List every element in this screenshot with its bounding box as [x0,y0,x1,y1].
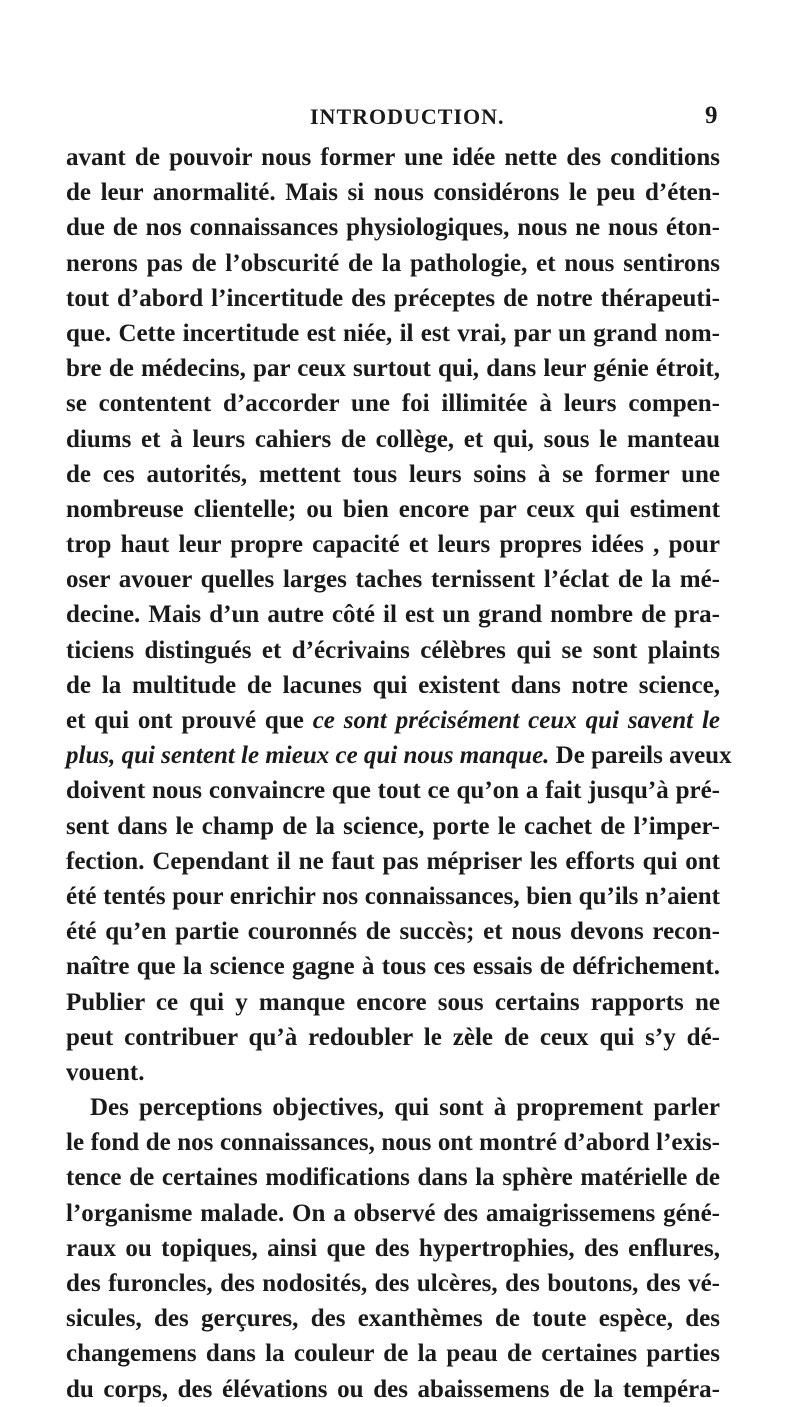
text-line: decine. Mais d’un autre côté il est un grand nombre de pra- [66,601,720,629]
page-number: 9 [705,102,718,129]
text-line: le fond de nos connaissances, nous ont montré d’abord l’exis- [66,1129,720,1157]
text-line-with-italic [66,703,720,738]
text-line: sicules, des gerçures, des exanthèmes de toute espèce, des [66,1305,720,1333]
text-line: de leur anormalité. Mais si nous considérons le peu d’éten- [66,179,720,207]
text-line: raux ou topiques, ainsi que des hypertrophies, des enflures, [66,1234,720,1262]
text-line: Des perceptions objectives, qui sont à proprement parler [90,1094,720,1122]
text-segment: et qui ont prouvé que [66,707,313,734]
text-line: due de nos connaissances physiologiques, nous ne nous éton- [66,214,720,242]
text-line: l’organisme malade. On a observé des amaigrissemens géné- [66,1199,720,1227]
text-line: se contentent d’accorder une foi illimitée à leurs compen- [66,390,720,418]
text-line: doivent nous convaincre que tout ce qu’on a fait jusqu’à pré- [66,777,720,805]
text-line: naître que la science gagne à tous ces essais de défrichement. [66,953,720,981]
text-segment: De pareils aveux [549,742,732,770]
text-line: fection. Cependant il ne faut pas mépriser les efforts qui ont [66,847,720,875]
text-line: Publier ce qui y manque encore sous certains rapports ne [66,988,720,1016]
text-line: ticiens distingués et d’écrivains célèbres qui se sont plaints [66,636,720,664]
text-line: oser avouer quelles larges taches ternissent l’éclat de la mé- [66,566,720,594]
text-line: nerons pas de l’obscurité de la pathologie, et nous sentirons [66,249,720,277]
text-line: du corps, des élévations ou des abaissemens de la tempéra- [66,1375,720,1403]
text-line: été qu’en partie couronnés de succès; et nous devons recon- [66,918,720,946]
body-text [66,140,732,1407]
text-line-with-italic [66,738,732,773]
text-line: de ces autorités, mettent tous leurs soins à se former une [66,460,720,488]
text-line: peut contribuer qu’à redoubler le zèle de ceux qui s’y dé- [66,1023,720,1051]
text-line: bre de médecins, par ceux surtout qui, dans leur génie étroit, [66,355,720,383]
italic-quote: ce sont précisément ceux qui savent le [312,707,720,734]
running-title: INTRODUCTION. [310,104,505,129]
text-line: tence de certaines modifications dans la sphère matérielle de [66,1164,720,1192]
text-line: nombreuse clientelle; ou bien encore par ceux qui estiment [66,495,720,523]
text-line: sent dans le champ de la science, porte le cachet de l’imper- [66,812,720,840]
text-line: des furoncles, des nodosités, des ulcères, des boutons, des vé- [66,1270,720,1297]
italic-quote: plus, qui sentent le mieux ce qui nous manque. [66,742,550,770]
text-line: tout d’abord l’incertitude des préceptes de notre thérapeuti- [66,284,720,312]
text-line: été tentés pour enrichir nos connaissances, bien qu’ils n’aient [66,882,720,910]
text-line: avant de pouvoir nous former une idée nette des conditions [66,144,720,171]
text-line: changemens dans la couleur de la peau de certaines parties [66,1340,720,1368]
text-line: trop haut leur propre capacité et leurs propres idées , pour [66,531,720,559]
text-line: vouent. [66,1058,145,1086]
text-line: que. Cette incertitude est niée, il est vrai, par un grand nom- [66,319,720,347]
text-line: de la multitude de lacunes qui existent dans notre science, [66,671,720,699]
text-line: diums et à leurs cahiers de collège, et qui, sous le manteau [66,425,720,453]
